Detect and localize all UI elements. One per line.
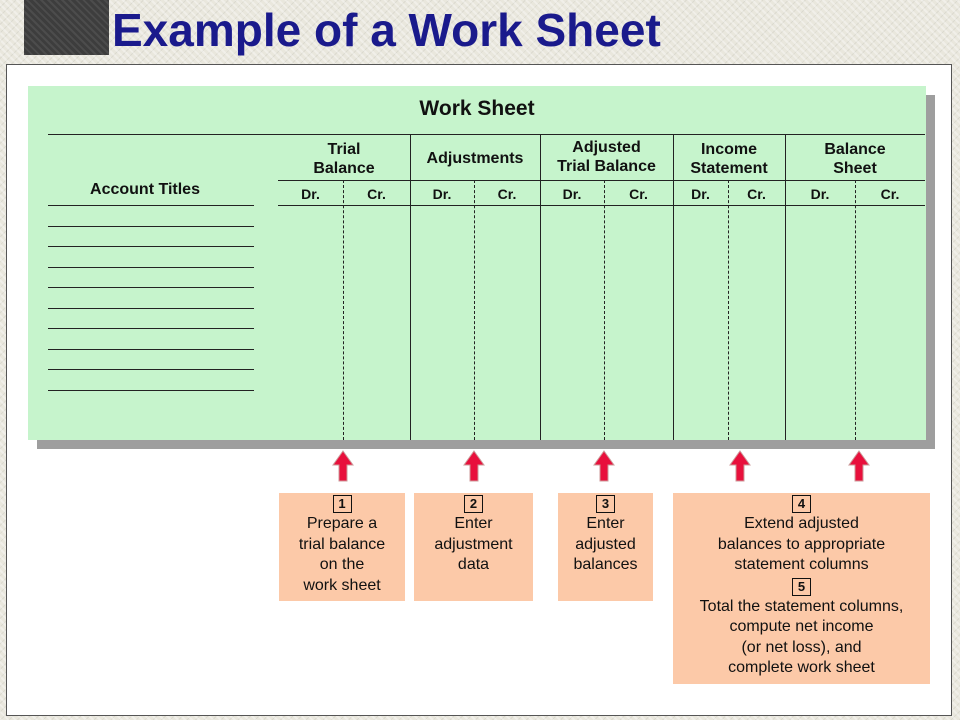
credit-label: Cr. [629, 186, 648, 202]
step-number: 5 [792, 578, 811, 596]
step-text-line: Extend adjusted [744, 515, 859, 532]
drcr-divider [604, 180, 605, 440]
column-header-line: Income [700, 141, 757, 158]
column-header-adjustments [410, 149, 540, 168]
drcr-rule [278, 180, 925, 181]
step-text-line: data [457, 556, 490, 573]
step-box-3 [558, 491, 653, 601]
account-titles-header: Account Titles [90, 181, 200, 198]
arrow-up-icon [729, 450, 751, 482]
arrow-up-icon [593, 450, 615, 482]
column-header-line: Statement [690, 160, 768, 177]
step-text-line: balances to appropriate [717, 535, 886, 553]
account-rule [48, 205, 254, 206]
debit-label: Dr. [691, 186, 710, 202]
step-text-line: adjusted [575, 535, 636, 553]
account-row-line [48, 390, 254, 391]
step-text-line: (or net loss), and [741, 638, 862, 656]
account-row-line [48, 308, 254, 309]
step-box-2 [414, 491, 533, 601]
account-row-line [48, 267, 254, 268]
account-row-line [48, 246, 254, 247]
credit-label: Cr. [497, 186, 517, 202]
account-row-line [48, 287, 254, 288]
debit-label: Dr. [810, 186, 830, 202]
step-text-line: Total the statement columns, [699, 597, 904, 615]
debit-label: Dr. [432, 186, 452, 202]
column-header-income-statement [673, 140, 785, 178]
credit-label: Cr. [367, 186, 386, 202]
corner-decoration [24, 0, 109, 55]
drcr-divider [855, 180, 856, 440]
arrow-up-icon [848, 450, 870, 482]
work-sheet-title: Work Sheet [419, 97, 535, 120]
column-divider [673, 134, 674, 440]
column-header-line: Balance [313, 160, 375, 177]
column-header-line: Trial [327, 141, 361, 158]
header-rule [48, 134, 925, 135]
arrow-up-icon [332, 450, 354, 482]
drcr-divider [474, 180, 475, 440]
step-text-line: trial balance [298, 535, 386, 553]
step-number: 2 [464, 495, 483, 513]
account-row-line [48, 226, 254, 227]
account-row-line [48, 369, 254, 370]
step-text-line: on the [319, 556, 365, 573]
account-row-line [48, 349, 254, 350]
drcr-divider [728, 180, 729, 440]
column-header-line: Adjustments [426, 150, 524, 167]
step-box-1 [279, 491, 405, 601]
column-header-trial-balance [278, 140, 410, 178]
column-header-line: Sheet [833, 160, 877, 177]
debit-label: Dr. [301, 186, 320, 202]
credit-label: Cr. [747, 186, 766, 202]
step-box-4-5 [673, 491, 930, 684]
step-number: 4 [792, 495, 811, 513]
column-divider [785, 134, 786, 440]
step-number: 1 [333, 495, 352, 513]
column-divider [540, 134, 541, 440]
step-text-line: Prepare a [306, 515, 378, 532]
column-header-line: Trial Balance [557, 158, 656, 175]
arrow-up-icon [463, 450, 485, 482]
drcr-divider [343, 180, 344, 440]
column-header-line: Adjusted [572, 139, 641, 156]
debit-label: Dr. [562, 186, 582, 202]
account-row-line [48, 328, 254, 329]
step-text-line: complete work sheet [728, 659, 875, 676]
column-divider [410, 134, 411, 440]
column-header-line: Balance [824, 141, 886, 158]
drcr-bottom-rule [278, 205, 925, 206]
step-text-line: balances [573, 556, 638, 573]
step-text-line: work sheet [303, 576, 381, 594]
slide-title: Example of a Work Sheet [112, 4, 661, 56]
credit-label: Cr. [880, 186, 900, 202]
column-header-adjusted-trial-balance [540, 138, 673, 176]
step-text-line: compute net income [729, 618, 874, 635]
step-text-line: Enter [454, 515, 493, 532]
step-text-line: adjustment [434, 535, 513, 553]
step-text-line: Enter [586, 515, 625, 532]
step-text-line: statement columns [734, 556, 869, 573]
column-header-balance-sheet [785, 140, 925, 178]
step-number: 3 [596, 495, 615, 513]
